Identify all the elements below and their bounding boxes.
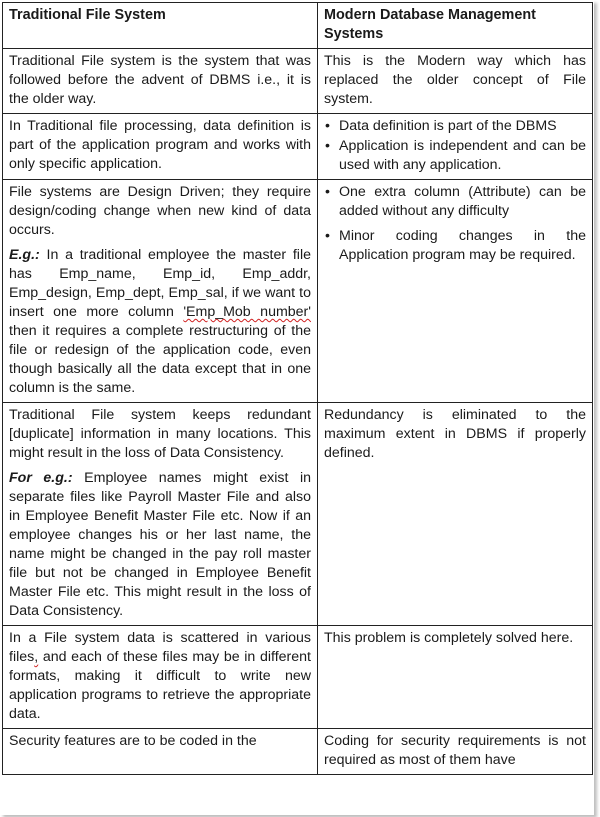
cell-text: Coding for security requirements is not required as most of them have [324, 733, 586, 768]
table-row [3, 626, 593, 729]
example-paragraph [9, 469, 311, 621]
table-header-row [3, 3, 593, 49]
cell-text-part: and each of these files may be in different formats, making it difficult to write new application programs to retrieve the appropriate data. [9, 649, 311, 722]
traditional-cell [3, 114, 318, 180]
example-label: E.g.: [9, 247, 40, 263]
bullet-text: Minor coding changes in the Application program may be required. [339, 228, 586, 263]
modern-cell [318, 626, 593, 729]
modern-cell [318, 729, 593, 775]
example-text: then it requires a complete restructuring of the file or redesign of the application code, even though basically all the data except that in one column is the same. [9, 323, 311, 396]
cell-text: Redundancy is eliminated to the maximum extent in DBMS if properly defined. [324, 407, 586, 461]
cell-text: This is the Modern way which has replaced the older concept of File system. [324, 53, 586, 107]
header-traditional-file-system: Traditional File System [3, 3, 318, 49]
example-label: For e.g.: [9, 470, 73, 486]
header-modern-dbms: Modern Database Management Systems [318, 3, 593, 49]
cell-text-part: In a File system data is scattered in various files [9, 630, 311, 665]
table-row [3, 180, 593, 403]
bullet-dot-icon: • [325, 138, 330, 154]
traditional-cell [3, 403, 318, 626]
bullet-text: Data definition is part of the DBMS [339, 118, 557, 134]
table-row [3, 729, 593, 775]
bullet-text: Application is independent and can be used with any application. [339, 138, 586, 173]
table-row [3, 403, 593, 626]
cell-text [9, 629, 311, 724]
table-row [3, 114, 593, 180]
cell-text: Traditional File system keeps redundant [duplicate] information in many locations. This might result in the loss of Data Consistency. [9, 407, 311, 461]
bullet-dot-icon: • [325, 184, 330, 200]
bullet-item [324, 183, 586, 221]
spellcheck-marked-text: 'Emp_Mob number' [183, 304, 311, 320]
bullet-item [324, 227, 586, 265]
bullet-item [324, 117, 586, 136]
cell-text: Security features are to be coded in the [9, 733, 257, 749]
cell-text: In Traditional file processing, data definition is part of the application program and works with only specific application. [9, 118, 311, 172]
example-text: In a traditional employee the master file has Emp_name, Emp_id, Emp_addr, Emp_design, Emp_dept, Emp_sal, if we want to insert one more column [9, 247, 311, 320]
cell-text: This problem is completely solved here. [324, 630, 574, 646]
bullet-item [324, 137, 586, 175]
cell-text: File systems are Design Driven; they require design/coding change when new kind of data occurs. [9, 184, 311, 238]
bullet-dot-icon: • [325, 118, 330, 134]
bullet-dot-icon: • [325, 228, 330, 244]
traditional-cell [3, 626, 318, 729]
traditional-cell [3, 49, 318, 114]
comparison-table [2, 2, 593, 775]
bullet-text: One extra column (Attribute) can be added without any difficulty [339, 184, 586, 219]
modern-cell [318, 180, 593, 403]
traditional-cell [3, 729, 318, 775]
table-row [3, 49, 593, 114]
bullet-list [324, 183, 586, 265]
bullet-list [324, 117, 586, 175]
spellcheck-marked-text: , [34, 649, 39, 665]
example-paragraph [9, 246, 311, 398]
example-text: Employee names might exist in separate files like Payroll Master File and also in Employee Benefit Master File etc. Now if an employee changes his or her last name, the name might be changed in the pay roll master file but not be changed in Employee Benefit Master File etc. This might result in the loss of Data Consistency. [9, 470, 311, 619]
cell-text: Traditional File system is the system that was followed before the advent of DBMS i.e., it is the older way. [9, 53, 311, 107]
modern-cell [318, 403, 593, 626]
modern-cell [318, 114, 593, 180]
modern-cell [318, 49, 593, 114]
traditional-cell [3, 180, 318, 403]
